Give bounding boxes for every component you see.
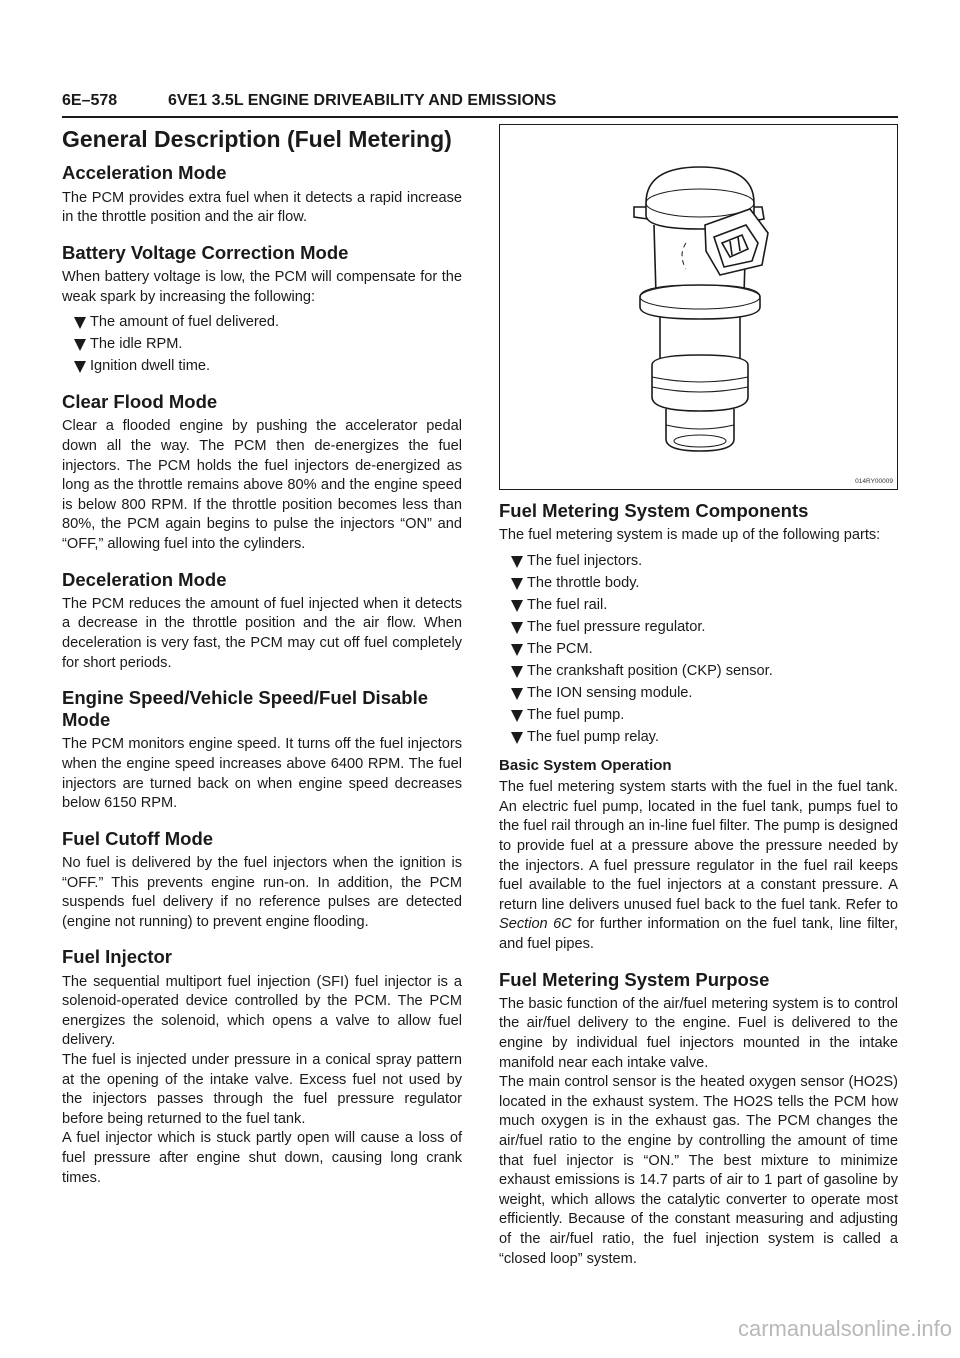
fuel-injector-illustration (500, 125, 897, 489)
page-header (62, 90, 898, 118)
page-header-title: 6VE1 3.5L ENGINE DRIVEABILITY AND EMISSIONS (168, 92, 557, 109)
list-item: The fuel rail. (499, 594, 898, 616)
section-text-fuel-cutoff: No fuel is delivered by the fuel injectors when the ignition is “OFF.” This prevents engine run-on. In addition, the PCM suspends fuel delivery if no reference pulses are detected (engine not running) to prevent engine flooding. (62, 855, 462, 930)
bullet-triangle-icon (511, 600, 523, 612)
list-item: The idle RPM. (62, 333, 462, 355)
bullet-triangle-icon (511, 622, 523, 634)
bullet-triangle-icon (511, 666, 523, 678)
section-text-battery: When battery voltage is low, the PCM will compensate for the weak spark by increasing the following: (62, 269, 462, 305)
list-item: The fuel pressure regulator. (499, 616, 898, 638)
section-heading-basic-operation: Basic System Operation (499, 756, 672, 774)
bullet-triangle-icon (511, 688, 523, 700)
section-text-acceleration: The PCM provides extra fuel when it detects a rapid increase in the throttle position and the air flow. (62, 189, 462, 226)
list-item: The ION sensing module. (499, 682, 898, 704)
components-list (499, 550, 898, 748)
section-text-fuel-injector-1: The sequential multiport fuel injection (SFI) fuel injector is a solenoid-operated device controlled by the PCM. The PCM energizes the solenoid, which opens a valve to allow fuel delivery. (62, 973, 462, 1049)
bullet-triangle-icon (511, 578, 523, 590)
page-number: 6E–578 (62, 92, 118, 109)
section-text-fuel-injector-2: The fuel is injected under pressure in a conical spray pattern at the opening of the intake valve. Excess fuel not used by the injectors passes through the fuel pressure regulator before being returned to the fuel tank. (62, 1051, 462, 1127)
section-text-components: The fuel metering system is made up of the following parts: (499, 527, 881, 544)
section-heading-deceleration: Deceleration Mode (62, 568, 227, 590)
watermark: carmanualsonline.info (737, 1316, 952, 1341)
bullet-triangle-icon (74, 317, 86, 329)
right-column (499, 122, 898, 1269)
bullet-triangle-icon (511, 710, 523, 722)
section-text-flood: Clear a flooded engine by pushing the accelerator pedal down all the way. The PCM then de-energizes the fuel injectors. The PCM holds the fuel injectors de-energized as long as the throttle remains above 80% and the engine speed is below 800 RPM. If the throttle position becomes less than 80%, the PCM again begins to pulse the injectors “ON” and “OFF,” allowing fuel into the cylinders. (62, 418, 462, 552)
section-text-fuel-disable: The PCM monitors engine speed. It turns off the fuel injectors when the engine speed increases above 6400 RPM. The fuel injectors are turned back on when engine speed decreases below 6150 RPM. (62, 736, 462, 812)
section-heading-fuel-disable: Engine Speed/Vehicle Speed/Fuel Disable Mode (62, 687, 429, 731)
section-reference-link: Section 6C (499, 916, 572, 933)
section-text-basic-operation: The fuel metering system starts with the fuel in the fuel tank. An electric fuel pump, located in the fuel tank, pumps fuel to the fuel rail through an in-line fuel filter. The pump is designed to provide fuel at a pressure above the pressure needed by the injectors. A fuel pressure regulator in the fuel rail keeps fuel available to the fuel injectors at a constant pressure. A return line delivers unused fuel back to the fuel tank. Refer to Section 6C for further information on the fuel tank, line filter, and fuel pipes. (499, 779, 898, 953)
section-text-deceleration: The PCM reduces the amount of fuel injected when it detects a decrease in the throttle position and the air flow. When deceleration is very fast, the PCM may cut off fuel completely for short periods. (62, 595, 462, 671)
fuel-injector-figure (499, 124, 898, 490)
left-column (62, 122, 462, 1188)
list-item: The throttle body. (499, 572, 898, 594)
list-item: Ignition dwell time. (62, 355, 462, 377)
list-item: The amount of fuel delivered. (62, 311, 462, 333)
list-item: The fuel injectors. (499, 550, 898, 572)
bullet-triangle-icon (74, 339, 86, 351)
section-heading-fuel-cutoff: Fuel Cutoff Mode (62, 827, 214, 849)
section-text-purpose-2: The main control sensor is the heated oxygen sensor (HO2S) located in the exhaust system. The HO2S tells the PCM how much oxygen is in the exhaust gas. The PCM changes the air/fuel ratio to the engine by controlling the amount of time that fuel injector is “ON.” The best mixture to minimize exhaust emissions is 14.7 parts of air to 1 part of gasoline by weight, which allows the catalytic converter to operate most efficiently. Because of the constant measuring and adjusting of the air/fuel ratio, the fuel injection system is called a “closed loop” system. (499, 1074, 898, 1267)
section-text-purpose-1: The basic function of the air/fuel metering system is to control the air/fuel delivery to the engine. Fuel is delivered to the engine by individual fuel injectors mounted in the intake manifold near each intake valve. (499, 995, 898, 1071)
list-item: The PCM. (499, 638, 898, 660)
figure-caption: 014RY00009 (855, 478, 893, 485)
bullet-triangle-icon (511, 732, 523, 744)
section-heading-components: Fuel Metering System Components (499, 500, 809, 521)
bullet-triangle-icon (74, 361, 86, 373)
section-heading-fuel-injector: Fuel Injector (62, 946, 172, 968)
bullet-triangle-icon (511, 644, 523, 656)
battery-list (62, 311, 462, 377)
bullet-triangle-icon (511, 556, 523, 568)
section-heading-acceleration: Acceleration Mode (62, 162, 227, 184)
section-heading-purpose: Fuel Metering System Purpose (499, 968, 770, 990)
main-title: General Description (Fuel Metering) (62, 126, 452, 152)
list-item: The fuel pump relay. (499, 726, 898, 748)
list-item: The crankshaft position (CKP) sensor. (499, 660, 898, 682)
section-heading-flood: Clear Flood Mode (62, 391, 218, 413)
section-text-fuel-injector-3: A fuel injector which is stuck partly open will cause a loss of fuel pressure after engine shut down, causing long crank times. (62, 1130, 462, 1186)
list-item: The fuel pump. (499, 704, 898, 726)
section-heading-battery: Battery Voltage Correction Mode (62, 241, 349, 263)
